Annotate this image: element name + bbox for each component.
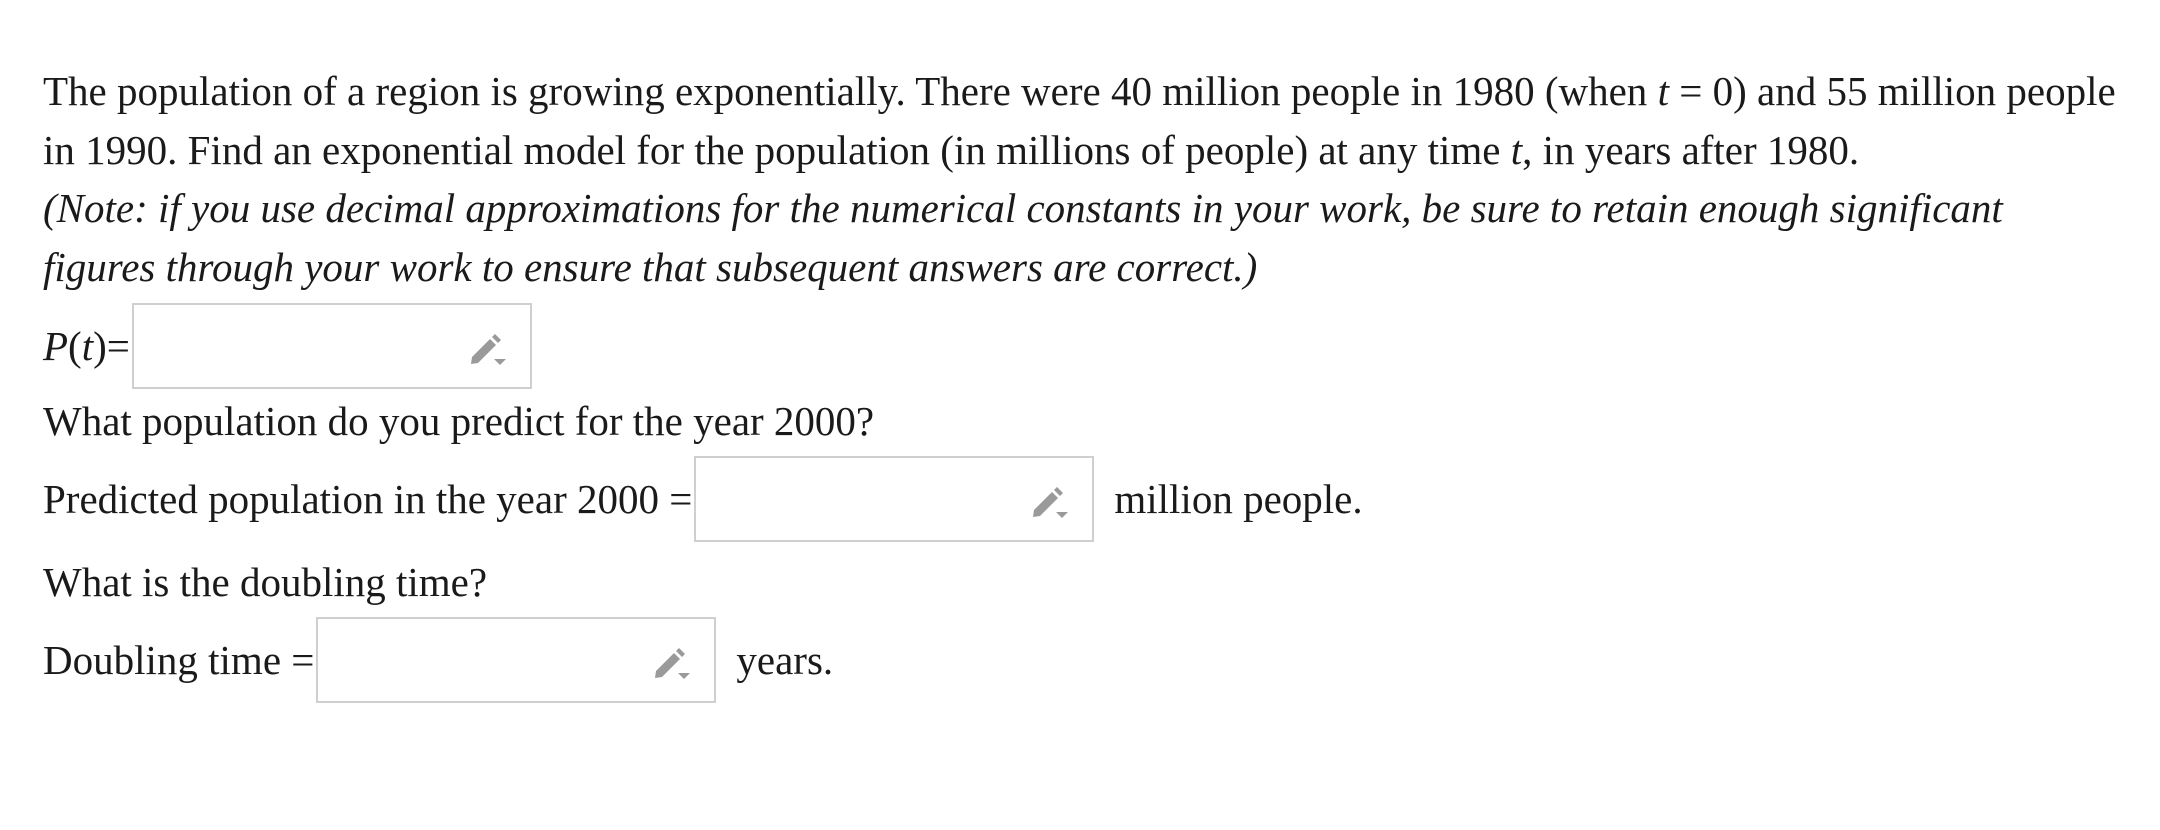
model-open-paren: (: [68, 322, 82, 369]
problem-container: [43, 62, 2123, 704]
model-answer-row: [43, 302, 2123, 390]
doubling-answer-row: [43, 616, 2123, 704]
doubling-answer-input[interactable]: [316, 617, 716, 703]
doubling-unit: years.: [736, 636, 834, 683]
doubling-question: [43, 551, 2123, 613]
prediction-answer-row: [43, 455, 2123, 543]
doubling-question-text: What is the doubling time?: [43, 558, 488, 605]
prediction-question-text: What population do you predict for the year 2000?: [43, 397, 875, 444]
model-func-name: P: [43, 322, 69, 369]
prediction-question: [43, 390, 2123, 452]
model-answer-input[interactable]: [132, 303, 532, 389]
prediction-answer-input[interactable]: [694, 456, 1094, 542]
variable-t-2: t: [1510, 126, 1523, 173]
model-var: t: [81, 322, 94, 369]
intro-text-1: The population of a region is growing exponentially. There were 40 million people in 1980 (when: [43, 68, 1658, 114]
pencil-dropdown-icon[interactable]: [468, 331, 508, 367]
variable-t: t: [1657, 68, 1669, 114]
pencil-dropdown-icon[interactable]: [652, 645, 692, 681]
model-close-eq: )=: [93, 322, 130, 369]
prediction-label: Predicted population in the year 2000 =: [43, 475, 693, 522]
problem-note: (Note: if you use decimal approximations for the numerical constants in your work, be sure to retain enough significant figures through your work to ensure that subsequent answers are correct.): [43, 185, 2003, 290]
pencil-dropdown-icon[interactable]: [1030, 484, 1070, 520]
intro-equation-text: = 0) and 55 million people in 1990. Find an exponential model for the population (in millions of people) at any time: [43, 68, 2116, 173]
intro-text-2: , in years after 1980.: [1522, 126, 1860, 173]
model-label: [43, 317, 130, 376]
problem-statement: [43, 62, 2123, 179]
prediction-unit: million people.: [1114, 475, 1363, 522]
doubling-label: Doubling time =: [43, 636, 315, 683]
